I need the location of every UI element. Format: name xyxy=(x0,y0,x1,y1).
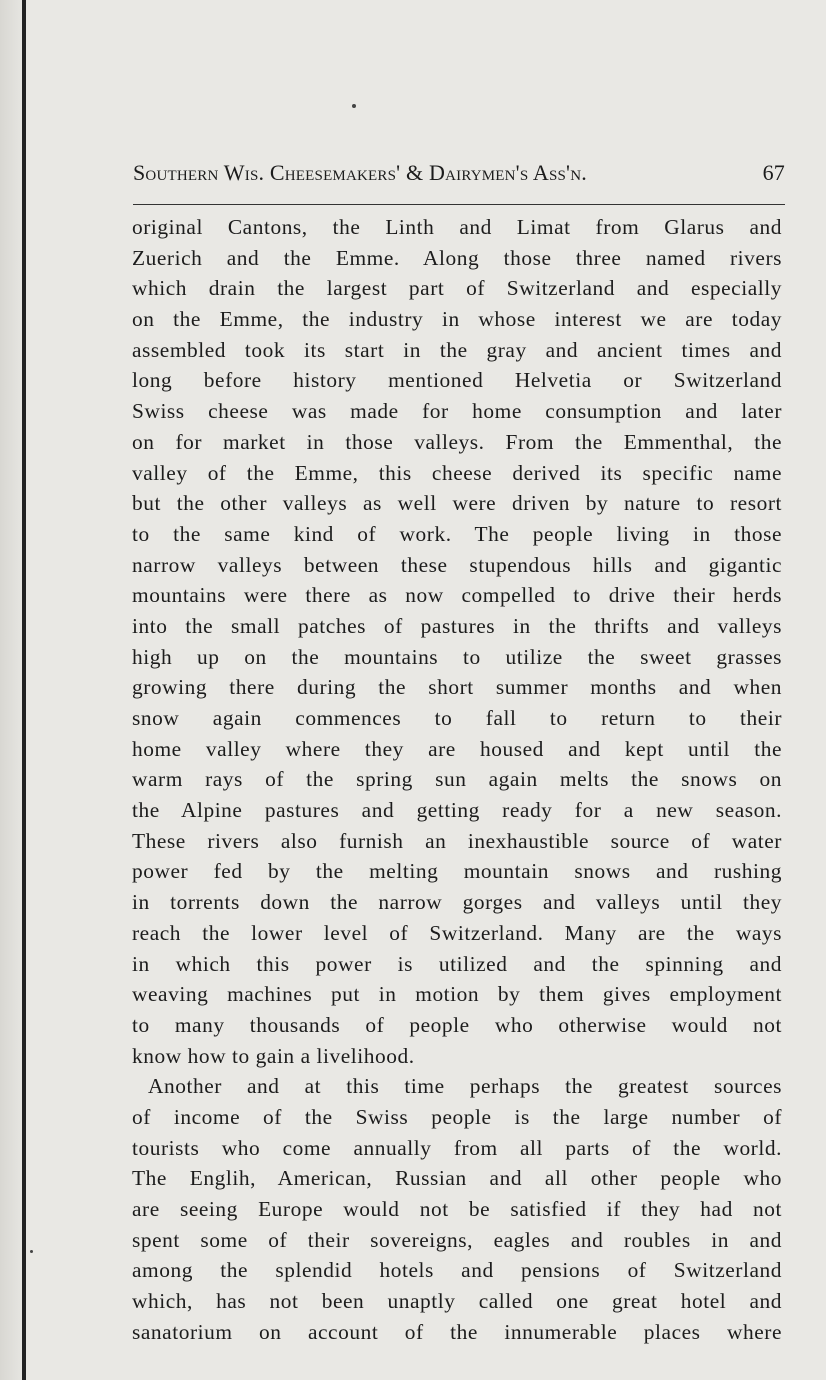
text-line: These rivers also furnish an inexhaustible source of water xyxy=(132,828,782,853)
text-line: valley of the Emme, this cheese derived its specific name xyxy=(132,460,782,485)
text-line: among the splendid hotels and pensions of Switzerland xyxy=(132,1258,782,1283)
running-header xyxy=(133,160,785,186)
ink-speck xyxy=(30,1250,33,1253)
text-line: in torrents down the narrow gorges and valleys until they xyxy=(132,890,782,915)
text-line: Swiss cheese was made for home consumption and later xyxy=(132,399,782,424)
text-line: which, has not been unaptly called one great hotel and xyxy=(132,1289,782,1314)
text-line: reach the lower level of Switzerland. Many are the ways xyxy=(132,920,782,945)
text-line: know how to gain a livelihood. xyxy=(132,1043,415,1068)
text-line: high up on the mountains to utilize the sweet grasses xyxy=(132,644,782,669)
ink-speck xyxy=(352,104,356,108)
text-line: growing there during the short summer months and when xyxy=(132,675,782,700)
binding-shadow xyxy=(0,0,22,1380)
paragraph xyxy=(132,1071,782,1347)
text-line: to the same kind of work. The people living in those xyxy=(132,521,782,546)
text-line: of income of the Swiss people is the large number of xyxy=(132,1104,782,1129)
text-line: The Englih, American, Russian and all other people who xyxy=(132,1166,782,1191)
page-number: 67 xyxy=(762,160,785,185)
running-title: Southern Wis. Cheesemakers' & Dairymen's Ass'n. xyxy=(133,160,587,185)
header-rule xyxy=(133,204,785,205)
text-line: on for market in those valleys. From the Emmenthal, the xyxy=(132,429,782,454)
text-line: Another and at this time perhaps the greatest sources xyxy=(148,1074,782,1099)
text-line: are seeing Europe would not be satisfied if they had not xyxy=(132,1197,782,1221)
text-line: sanatorium on account of the innumerable places where xyxy=(132,1319,782,1344)
text-line: but the other valleys as well were driven by nature to resort xyxy=(132,491,782,516)
paragraph xyxy=(132,212,782,1071)
text-line: into the small patches of pastures in the thrifts and valleys xyxy=(132,613,782,638)
text-line: in which this power is utilized and the spinning and xyxy=(132,951,782,976)
text-line: spent some of their sovereigns, eagles and roubles in and xyxy=(132,1227,782,1252)
text-line: home valley where they are housed and kept until the xyxy=(132,736,782,761)
text-line: narrow valleys between these stupendous hills and gigantic xyxy=(132,552,782,577)
text-line: the Alpine pastures and getting ready for a new season. xyxy=(132,798,782,823)
text-line: on the Emme, the industry in whose interest we are today xyxy=(132,307,782,332)
body-text xyxy=(132,212,782,1347)
text-line: warm rays of the spring sun again melts the snows on xyxy=(132,767,782,792)
text-line: power fed by the melting mountain snows and rushing xyxy=(132,859,782,884)
text-line: weaving machines put in motion by them gives employment xyxy=(132,982,782,1007)
text-line: mountains were there as now compelled to drive their herds xyxy=(132,583,782,608)
page-binding-edge xyxy=(22,0,26,1380)
text-line: original Cantons, the Linth and Limat from Glarus and xyxy=(132,215,782,239)
text-line: Zuerich and the Emme. Along those three named rivers xyxy=(132,245,782,270)
text-line: tourists who come annually from all parts of the world. xyxy=(132,1135,782,1160)
text-line: assembled took its start in the gray and ancient times and xyxy=(132,337,782,362)
text-line: to many thousands of people who otherwise would not xyxy=(132,1012,782,1037)
text-line: which drain the largest part of Switzerland and especially xyxy=(132,276,782,301)
text-line: long before history mentioned Helvetia or Switzerland xyxy=(132,368,782,393)
text-line: snow again commences to fall to return to their xyxy=(132,706,782,730)
